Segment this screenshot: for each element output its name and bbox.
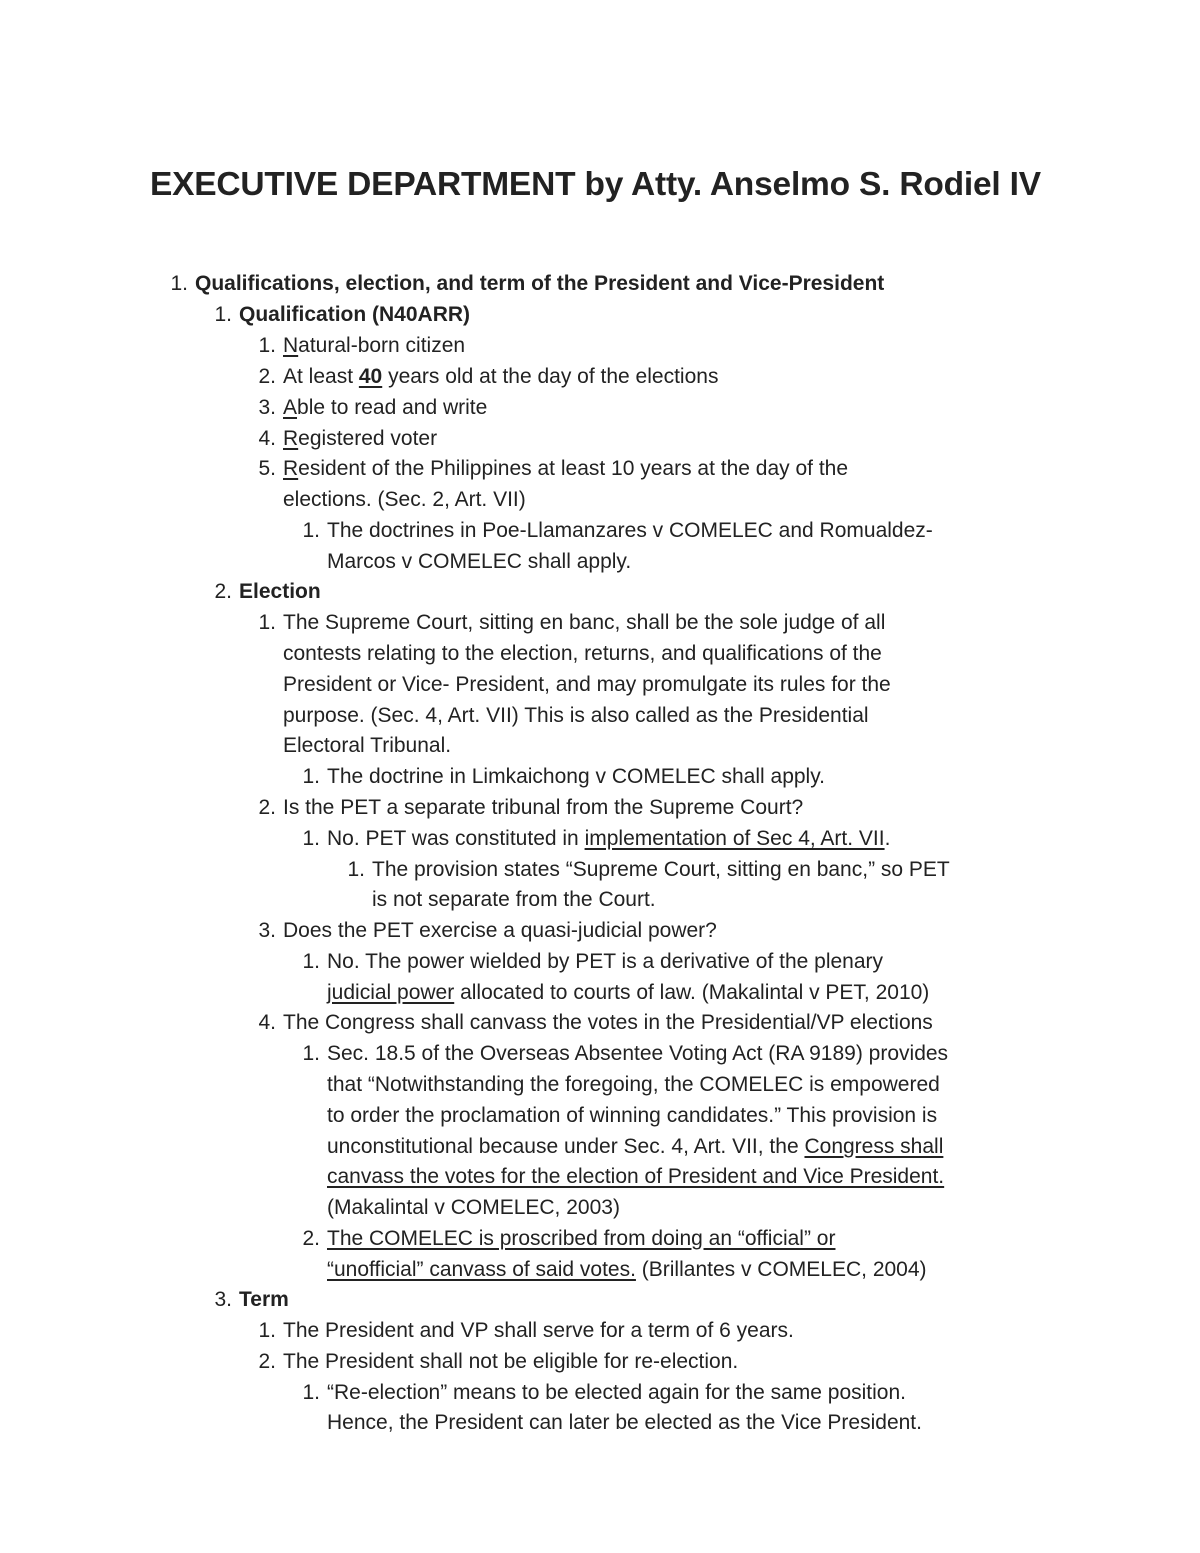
mnemonic-letter: A (283, 396, 298, 419)
mnemonic-letter: R (283, 457, 299, 480)
list-item-text: The Congress shall canvass the votes in the Presidential/VP elections (283, 1011, 933, 1034)
list-item-text (327, 977, 929, 1008)
list-item-text (283, 423, 437, 454)
list-item-text: is not separate from the Court. (372, 888, 656, 911)
item-number: 1. (302, 950, 320, 973)
item-number: 2. (258, 796, 276, 819)
underlined-text: judicial power (327, 981, 455, 1004)
list-item-text (327, 1131, 943, 1162)
subsection-heading: Election (239, 580, 321, 603)
list-item-text: Sec. 18.5 of the Overseas Absentee Voting Act (RA 9189) provides (327, 1042, 949, 1065)
list-item-text: elections. (Sec. 2, Art. VII) (283, 488, 526, 511)
document-title: EXECUTIVE DEPARTMENT by Atty. Anselmo S. Rodiel IV (150, 166, 1041, 203)
item-number: 3. (258, 919, 276, 942)
item-number: 4. (258, 427, 276, 450)
list-item-text (283, 392, 487, 423)
list-item-text: No. The power wielded by PET is a derivative of the plenary (327, 950, 884, 973)
item-number: 1. (170, 272, 188, 295)
list-item-text: Does the PET exercise a quasi-judicial power? (283, 919, 717, 942)
list-item-text: The President shall not be eligible for re-election. (283, 1350, 739, 1373)
list-item-text: Electoral Tribunal. (283, 734, 452, 757)
item-number: 1. (258, 611, 276, 634)
list-item-text: to order the proclamation of winning candidates.” This provision is (327, 1104, 938, 1127)
item-number: 3. (214, 1288, 232, 1311)
list-item-text: that “Notwithstanding the foregoing, the COMELEC is empowered (327, 1073, 940, 1096)
list-item-text (283, 330, 465, 361)
item-number: 1. (302, 519, 320, 542)
item-number: 1. (302, 1042, 320, 1065)
list-item-text (327, 1254, 927, 1285)
list-item-text: “Re-election” means to be elected again for the same position. (327, 1381, 906, 1404)
underlined-text: implementation of Sec 4, Art. VII (584, 827, 885, 850)
underlined-text: canvass the votes for the election of President and Vice President. (327, 1165, 945, 1188)
item-number: 1. (258, 1319, 276, 1342)
item-number: 1. (258, 334, 276, 357)
underlined-text: Congress shall (804, 1135, 944, 1158)
list-item-text: The provision states “Supreme Court, sitting en banc,” so PET (372, 858, 950, 881)
item-number: 2. (302, 1227, 320, 1250)
item-number: 1. (302, 1381, 320, 1404)
list-item-text: (Makalintal v COMELEC, 2003) (327, 1196, 620, 1219)
list-item-text (283, 361, 718, 392)
item-number: 2. (258, 1350, 276, 1373)
list-item-text: The President and VP shall serve for a term of 6 years. (283, 1319, 794, 1342)
list-item-text: contests relating to the election, returns, and qualifications of the (283, 642, 882, 665)
list-item-text: The doctrines in Poe-Llamanzares v COMELEC and Romualdez- (327, 519, 933, 542)
mnemonic-number: 40 (358, 365, 383, 388)
list-item-text: The Supreme Court, sitting en banc, shall be the sole judge of all (283, 611, 886, 634)
underlined-text: The COMELEC is proscribed from doing an “official” or (327, 1227, 836, 1250)
underlined-text: “unofficial” canvass of said votes. (327, 1258, 636, 1281)
item-number: 5. (258, 457, 276, 480)
mnemonic-letter: N (283, 334, 299, 357)
list-item-text: purpose. (Sec. 4, Art. VII) This is also called as the Presidential (283, 704, 869, 727)
text-pre: unconstitutional because under Sec. 4, Art. VII, the (327, 1135, 805, 1158)
item-number: 1. (302, 827, 320, 850)
item-rest: atural-born citizen (298, 334, 466, 357)
list-item-text (283, 453, 848, 484)
item-number: 1. (302, 765, 320, 788)
item-post: years old at the day of the elections (382, 365, 719, 388)
text-post: (Brillantes v COMELEC, 2004) (635, 1258, 927, 1281)
section-heading: Qualifications, election, and term of the President and Vice-President (195, 272, 885, 295)
item-rest: esident of the Philippines at least 10 years at the day of the (298, 457, 849, 480)
list-item-text: President or Vice- President, and may promulgate its rules for the (283, 673, 891, 696)
list-item-text: The doctrine in Limkaichong v COMELEC shall apply. (327, 765, 826, 788)
mnemonic-letter: R (283, 427, 299, 450)
text-pre: No. PET was constituted in (327, 827, 585, 850)
text-post: . (884, 827, 891, 850)
item-rest: ble to read and write (297, 396, 488, 419)
item-number: 3. (258, 396, 276, 419)
item-pre: At least (283, 365, 359, 388)
subsection-heading: Qualification (N40ARR) (239, 303, 471, 326)
list-item-text: Hence, the President can later be elected as the Vice President. (327, 1411, 922, 1434)
item-number: 4. (258, 1011, 276, 1034)
item-number: 1. (347, 858, 365, 881)
subsection-heading: Term (239, 1288, 289, 1311)
text-post: allocated to courts of law. (Makalintal v PET, 2010) (454, 981, 930, 1004)
item-number: 2. (258, 365, 276, 388)
item-rest: egistered voter (298, 427, 438, 450)
list-item-text (327, 823, 890, 854)
item-number: 2. (214, 580, 232, 603)
list-item-text: Is the PET a separate tribunal from the Supreme Court? (283, 796, 804, 819)
list-item-text: Marcos v COMELEC shall apply. (327, 550, 632, 573)
item-number: 1. (214, 303, 232, 326)
